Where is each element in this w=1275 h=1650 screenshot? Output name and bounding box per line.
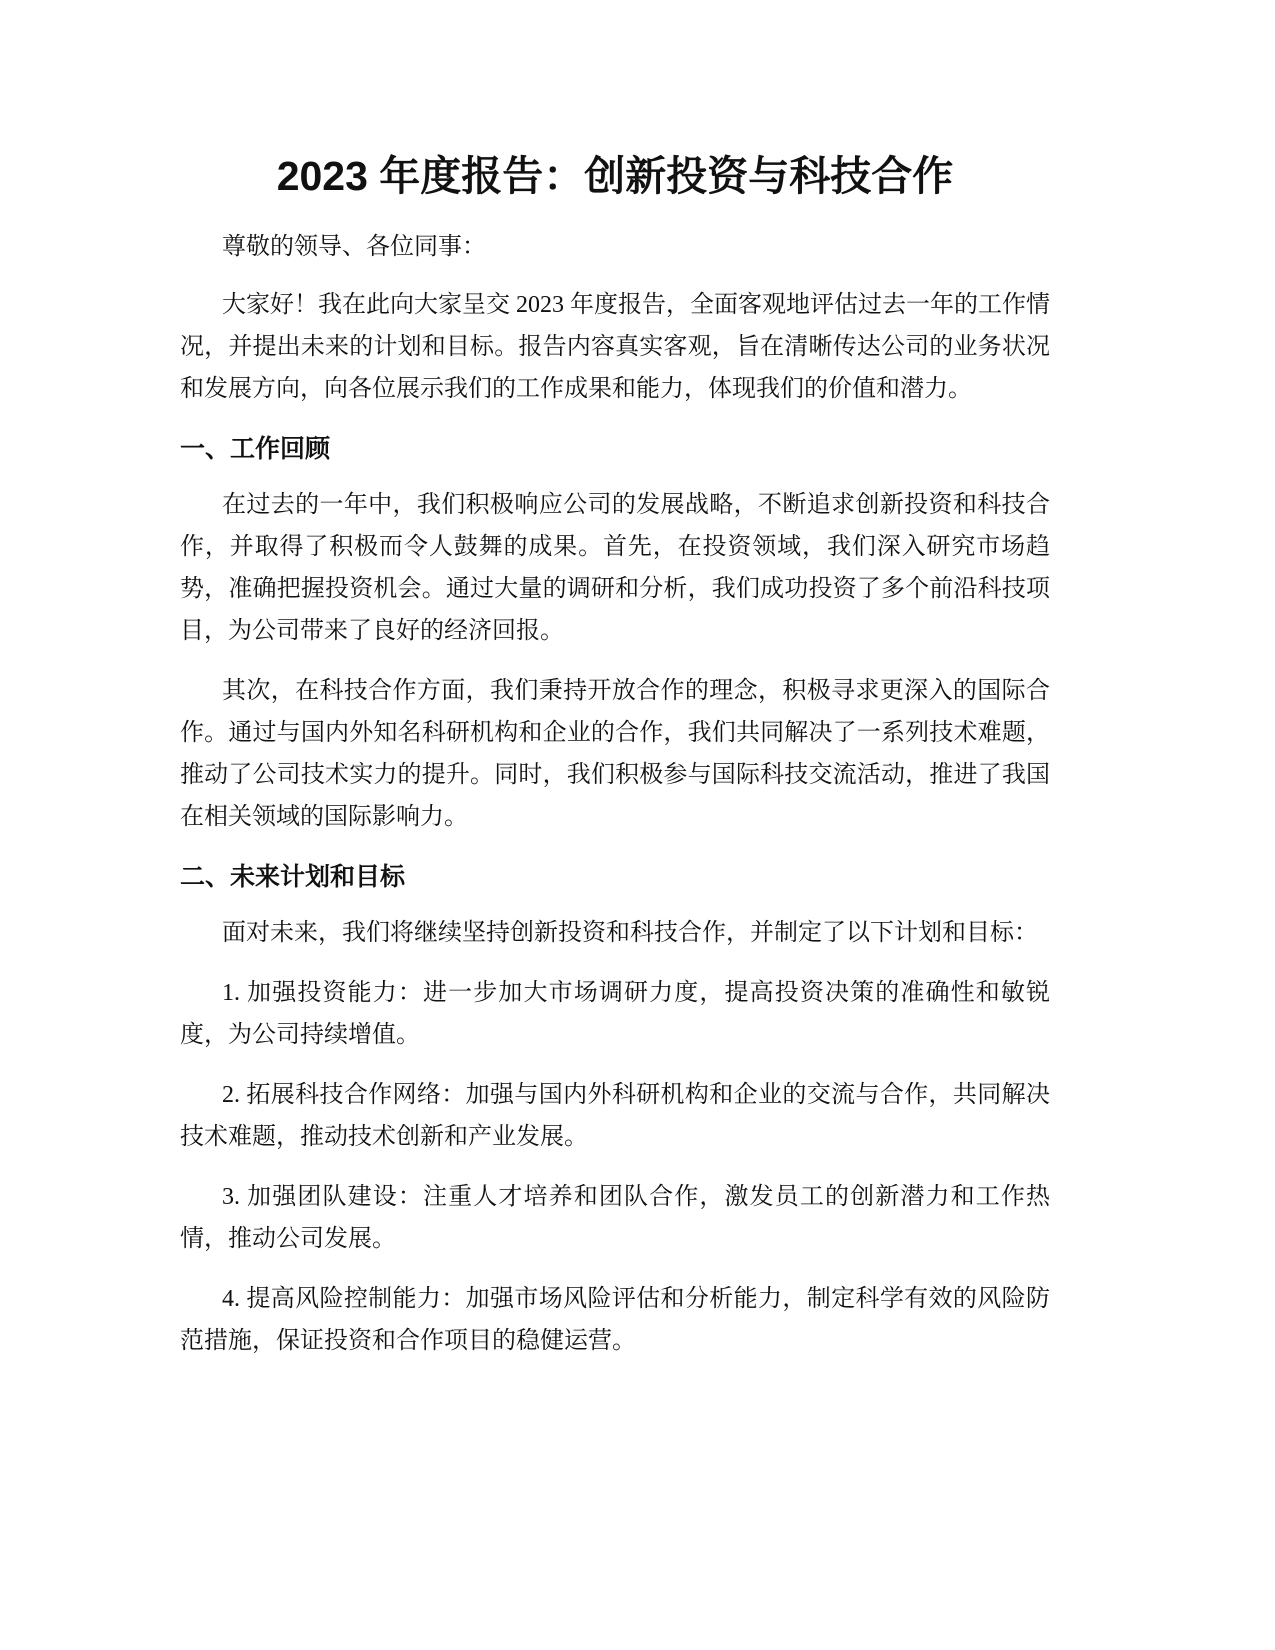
plans-intro-paragraph: 面对未来，我们将继续坚持创新投资和科技合作，并制定了以下计划和目标： [222,920,1038,946]
section-heading-review: 一、工作回顾 [180,435,331,463]
intro-paragraph: 大家好！我在此向大家呈交 2023 年度报告，全面客观地评估过去一年的工作情况，并提出未来的计划和目标。报告内容真实客观，旨在清晰传达公司的业务状况和发展方向，向各位展示我们的工作成果和能力，体现我们的价值和潜力。 [180,292,1050,402]
document-body [180,148,1050,1380]
greeting-paragraph: 尊敬的领导、各位同事： [222,234,486,260]
plan-item-3: 3. 加强团队建设：注重人才培养和团队合作，激发员工的创新潜力和工作热情，推动公司发展。 [180,1184,1050,1252]
plan-item-1: 1. 加强投资能力：进一步加大市场调研力度，提高投资决策的准确性和敏锐度，为公司持续增值。 [180,980,1050,1048]
plan-item-4: 4. 提高风险控制能力：加强市场风险评估和分析能力，制定科学有效的风险防范措施，保证投资和合作项目的稳健运营。 [180,1286,1050,1354]
review-paragraph-1: 在过去的一年中，我们积极响应公司的发展战略，不断追求创新投资和科技合作，并取得了积极而令人鼓舞的成果。首先，在投资领域，我们深入研究市场趋势，准确把握投资机会。通过大量的调研和分析，我们成功投资了多个前沿科技项目，为公司带来了良好的经济回报。 [180,492,1050,644]
plan-item-2: 2. 拓展科技合作网络：加强与国内外科研机构和企业的交流与合作，共同解决技术难题，推动技术创新和产业发展。 [180,1082,1050,1150]
document-title: 2023 年度报告：创新投资与科技合作 [276,153,954,199]
section-heading-plans: 二、未来计划和目标 [180,863,406,891]
review-paragraph-2: 其次，在科技合作方面，我们秉持开放合作的理念，积极寻求更深入的国际合作。通过与国内外知名科研机构和企业的合作，我们共同解决了一系列技术难题，推动了公司技术实力的提升。同时，我们积极参与国际科技交流活动，推进了我国在相关领域的国际影响力。 [180,678,1050,830]
